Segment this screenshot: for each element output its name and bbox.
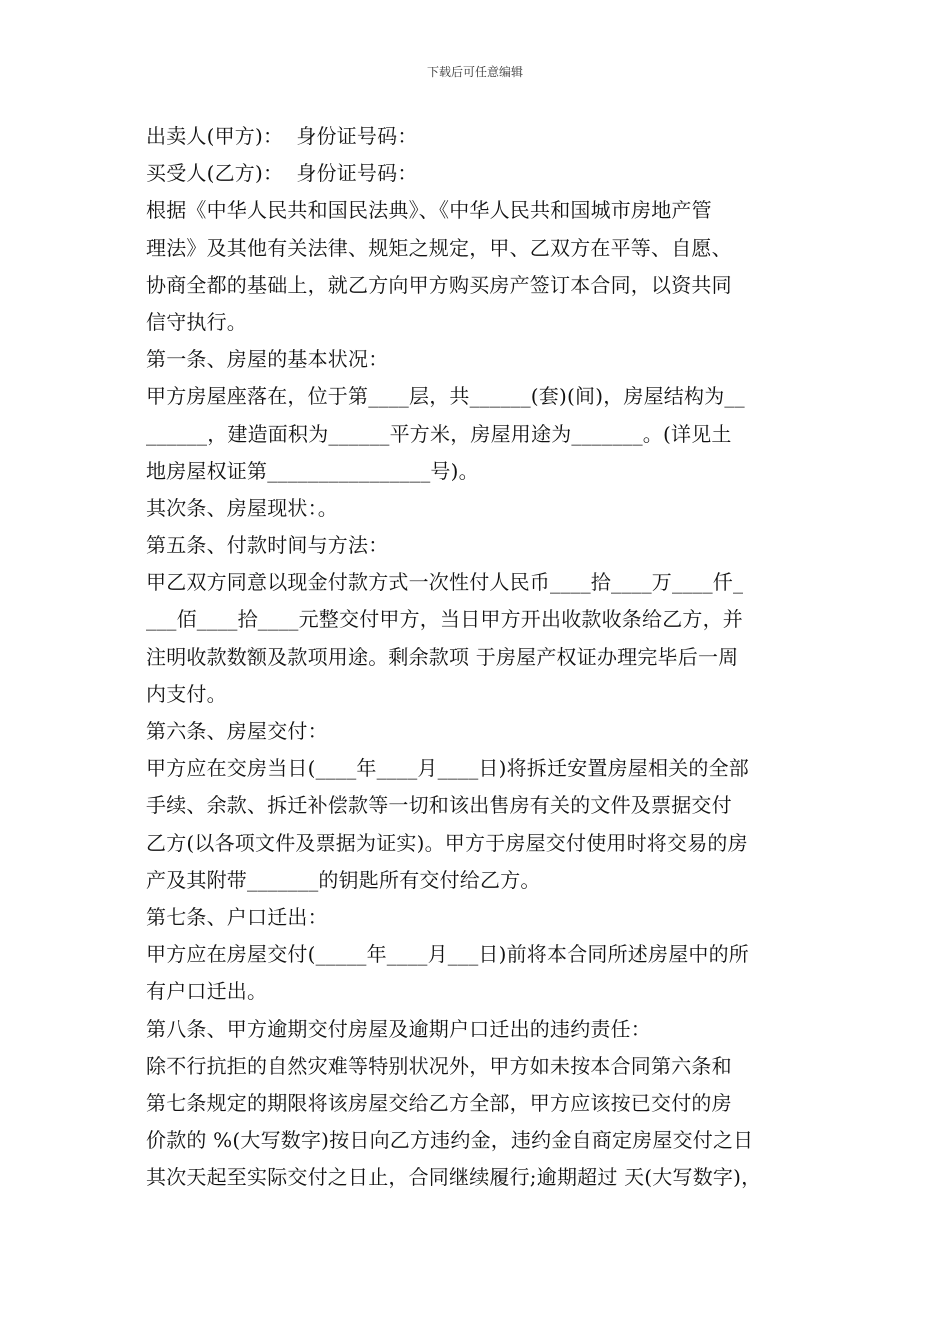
preamble-line: 根据《中华人民共和国民法典》、《中华人民共和国城市房地产管 bbox=[146, 198, 712, 223]
preamble-line: 信守执行。 bbox=[146, 309, 247, 334]
article-heading: 第六条、房屋交付： bbox=[146, 719, 328, 743]
paragraph-line: 有户口迁出。 bbox=[146, 979, 268, 1004]
paragraph-line: 手续、余款、拆迁补偿款等一切和该出售房有关的文件及票据交付 bbox=[146, 793, 732, 818]
article-heading: 第八条、甲方逾期交付房屋及逾期户口迁出的违约责任： bbox=[146, 1016, 651, 1041]
paragraph-line: ___佰____拾____元整交付甲方，当日甲方开出收款收条给乙方，并 bbox=[146, 607, 743, 632]
paragraph-line: 甲方房屋座落在，位于第____层，共______(套)(间)，房屋结构为__ bbox=[146, 384, 745, 409]
paragraph-line: 其次天起至实际交付之日止，合同继续履行;逾期超过 天(大写数字)， bbox=[146, 1165, 762, 1190]
preamble-line: 协商全都的基础上，就乙方向甲方购买房产签订本合同，以资共同 bbox=[146, 272, 732, 297]
article-heading: 第五条、付款时间与方法： bbox=[146, 533, 389, 558]
preamble-line: 理法》及其他有关法律、规矩之规定，甲、乙双方在平等、自愿、 bbox=[146, 235, 732, 260]
paragraph-line: 甲乙双方同意以现金付款方式一次性付人民币____拾____万____仟_ bbox=[146, 570, 744, 595]
paragraph-line: 甲方应在交房当日(____年____月____日)将拆迁安置房屋相关的全部 bbox=[146, 756, 750, 781]
paragraph-line: 注明收款数额及款项用途。剩余款项 于房屋产权证办理完毕后一周 bbox=[146, 644, 739, 669]
paragraph-line: 乙方(以各项文件及票据为证实)。甲方于房屋交付使用时将交易的房 bbox=[146, 830, 748, 855]
buyer-line: 买受人(乙方)： 身份证号码： bbox=[146, 161, 418, 186]
article-heading: 第一条、房屋的基本状况： bbox=[146, 347, 389, 372]
article-heading: 第七条、户口迁出： bbox=[146, 904, 328, 929]
paragraph-line: 产及其附带_______的钥匙所有交付给乙方。 bbox=[146, 867, 541, 892]
paragraph-line: 地房屋权证第________________号)。 bbox=[146, 458, 479, 483]
paragraph-line: ______，建造面积为______平方米，房屋用途为_______。(详见土 bbox=[146, 421, 732, 446]
paragraph-line: 价款的 %(大写数字)按日向乙方违约金，违约金自商定房屋交付之日 bbox=[146, 1128, 754, 1153]
paragraph-line: 甲方应在房屋交付(_____年____月___日)前将本合同所述房屋中的所 bbox=[146, 942, 750, 967]
paragraph-line: 内支付。 bbox=[146, 681, 227, 706]
page-header: 下载后可任意编辑 bbox=[426, 65, 523, 79]
article-heading: 其次条、房屋现状：。 bbox=[146, 495, 338, 520]
paragraph-line: 第七条规定的期限将该房屋交给乙方全部，甲方应该按已交付的房 bbox=[146, 1090, 732, 1115]
seller-line: 出卖人(甲方)： 身份证号码： bbox=[146, 124, 418, 148]
document-body bbox=[146, 118, 816, 1196]
paragraph-line: 除不行抗拒的自然灾难等特别状况外，甲方如未按本合同第六条和 bbox=[146, 1053, 732, 1078]
